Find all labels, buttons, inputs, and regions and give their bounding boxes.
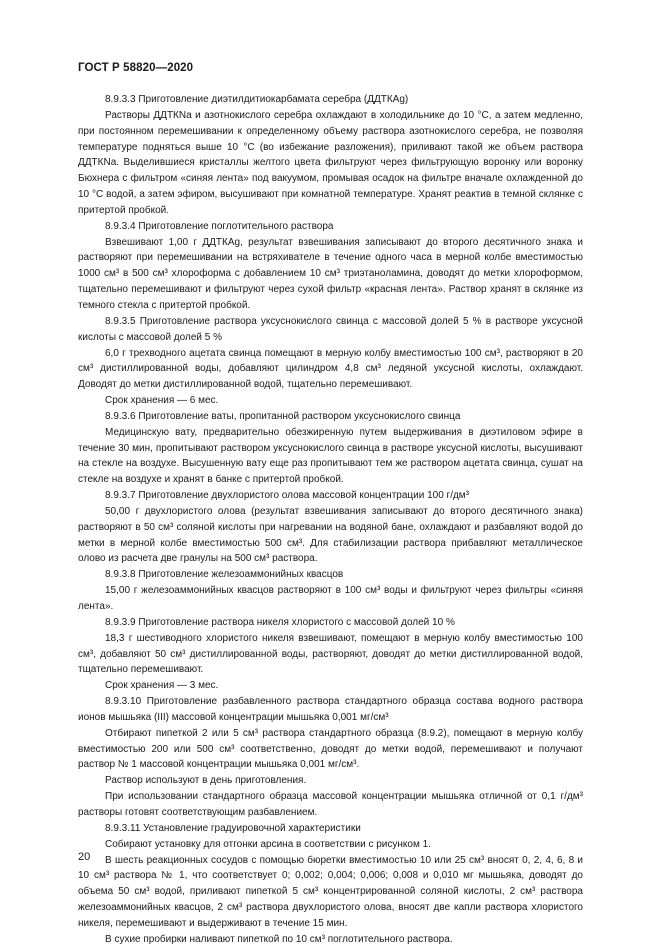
paragraph: При использовании стандартного образца массовой концентрации мышьяка отличной от 0,1 г/дм³ растворы готовят соответствующим разбавлением. [78, 791, 583, 818]
paragraph: 6,0 г трехводного ацетата свинца помещают в мерную колбу вместимостью 100 см³, растворяют в 20 см³ дистиллированной воды, добавляют цилиндром 4,8 см³ ледяной уксусной кислоты, охлаждают. Доводят до метки дистиллированной водой, тщательно перемешивают. [78, 347, 583, 391]
paragraph: Взвешивают 1,00 г ДДТКAg, результат взвешивания записывают до второго десятичного знака и растворяют при перемешивании на встряхивателе в течение одного часа в мерной колбе вместимостью 1000 см³ в 500 см³ хлороформа с добавлением 10 см³ триэтаноламина, доводят до метки хлороформом, тщательно перемешивают и фильтруют через сухой фильтр «красная лента». Раствор хранят в склянке из темного стекла с притертой пробкой. [78, 236, 583, 311]
page-number: 20 [78, 851, 91, 863]
section-heading-8-9-3-10: 8.9.3.10 Приготовление разбавленного раствора стандартного образца состава водного раствора ионов мышьяка (III) массовой концентрации мышьяка 0,001 мг/см³ [78, 696, 583, 723]
section-heading-8-9-3-3: 8.9.3.3 Приготовление диэтилдитиокарбамата серебра (ДДТКAg) [105, 94, 409, 105]
section-heading-8-9-3-4: 8.9.3.4 Приготовление поглотительного раствора [105, 220, 334, 232]
paragraph: Срок хранения — 3 мес. [105, 680, 219, 692]
section-heading-8-9-3-8: 8.9.3.8 Приготовление железоаммонийных квасцов [105, 569, 344, 581]
paragraph: Растворы ДДТКNa и азотнокислого серебра охлаждают в холодильнике до 10 °С, а затем медленно, при постоянном перемешивании к определенному объему раствора азотнокислого серебра, не позволяя температуре подняться выше 10 °С (во избежание разложения), приливают такой же объем раствора ДДТКNa. Выделившиеся кристаллы желтого цвета фильтруют через фильтрующую воронку или воронку Бюхнера с фильтром «синяя лента» под вакуумом, промывая осадок на фильтре вначале охлажденной до 10 °С водой, а затем эфиром, высушивают при комнатной температуре. Хранят реактив в темной склянке с притертой пробкой. [78, 109, 583, 216]
paragraph: В шесть реакционных сосудов с помощью бюретки вместимостью 10 или 25 см³ вносят 0, 2, 4, 6, 8 и 10 см³ раствора № 1, что соответствует 0; 0,002; 0,004; 0,006; 0,008 и 0,010 мг мышьяка, доводят до объема 50 см³ водой, приливают пипеткой 5 см³ концентрированной соляной кислоты, 2 см³ раствора железоаммонийных квасцов, 2 см³ раствора двухлористого олова, вносят две капли раствора хлористого никеля, перемешивают и выдерживают в течение 15 мин. [78, 854, 583, 929]
section-heading-8-9-3-9: 8.9.3.9 Приготовление раствора никеля хлористого с массовой долей 10 % [105, 616, 455, 628]
paragraph: 18,3 г шестиводного хлористого никеля взвешивают, помещают в мерную колбу вместимостью 100 см³, добавляют 50 см³ дистиллированной воды, растворяют, доводят до метки дистиллированной водой, тщательно перемешивают. [78, 632, 583, 676]
paragraph: Медицинскую вату, предварительно обезжиренную путем выдерживания в диэтиловом эфире в течение 30 мин, пропитывают раствором уксуснокислого свинца в растворе уксусной кислоты, высушивают на стекле на воздухе. Высушенную вату еще раз пропитывают тем же раствором ацетата свинца, сушат на стекле на воздухе и хранят в банке с притертой пробкой. [78, 426, 583, 486]
paragraph: Отбирают пипеткой 2 или 5 см³ раствора стандартного образца (8.9.2), помещают в мерную колбу вместимостью 200 или 500 см³ соответственно, доводят до метки водой, перемешивают и получают раствор № 1 массовой концентрации мышьяка 0,001 мг/см³. [78, 727, 583, 771]
paragraph: 50,00 г двухлористого олова (результат взвешивания записывают до второго десятичного знака) растворяют в 50 см³ соляной кислоты при нагревании на водяной бане, охлаждают и разбавляют водой до метки в мерной колбе вместимостью 500 см³. Для стабилизации раствора прибавляют металлическое олово из расчета две гранулы на 500 см³ раствора. [78, 505, 583, 565]
section-heading-8-9-3-5: 8.9.3.5 Приготовление раствора уксуснокислого свинца с массовой долей 5 % в растворе уксусной кислоты с массовой долей 5 % [78, 315, 583, 343]
section-heading-8-9-3-6: 8.9.3.6 Приготовление ваты, пропитанной раствором уксуснокислого свинца [105, 410, 461, 422]
paragraph: 15,00 г железоаммонийных квасцов растворяют в 100 см³ воды и фильтруют через фильтры «синяя лента». [78, 585, 583, 612]
document-code-header: ГОСТ Р 58820—2020 [78, 62, 194, 74]
section-heading-8-9-3-7: 8.9.3.7 Приготовление двухлористого олова массовой концентрации 100 г/дм³ [105, 490, 470, 502]
paragraph: Собирают установку для отгонки арсина в соответствии с рисунком 1. [105, 838, 431, 850]
document-body [78, 92, 583, 948]
section-heading-8-9-3-11: 8.9.3.11 Установление градуировочной характеристики [105, 822, 361, 834]
paragraph: Срок хранения — 6 мес. [105, 395, 219, 407]
paragraph: Раствор используют в день приготовления. [105, 775, 307, 787]
paragraph: В сухие пробирки наливают пипеткой по 10 см³ поглотительного раствора. [105, 933, 453, 945]
